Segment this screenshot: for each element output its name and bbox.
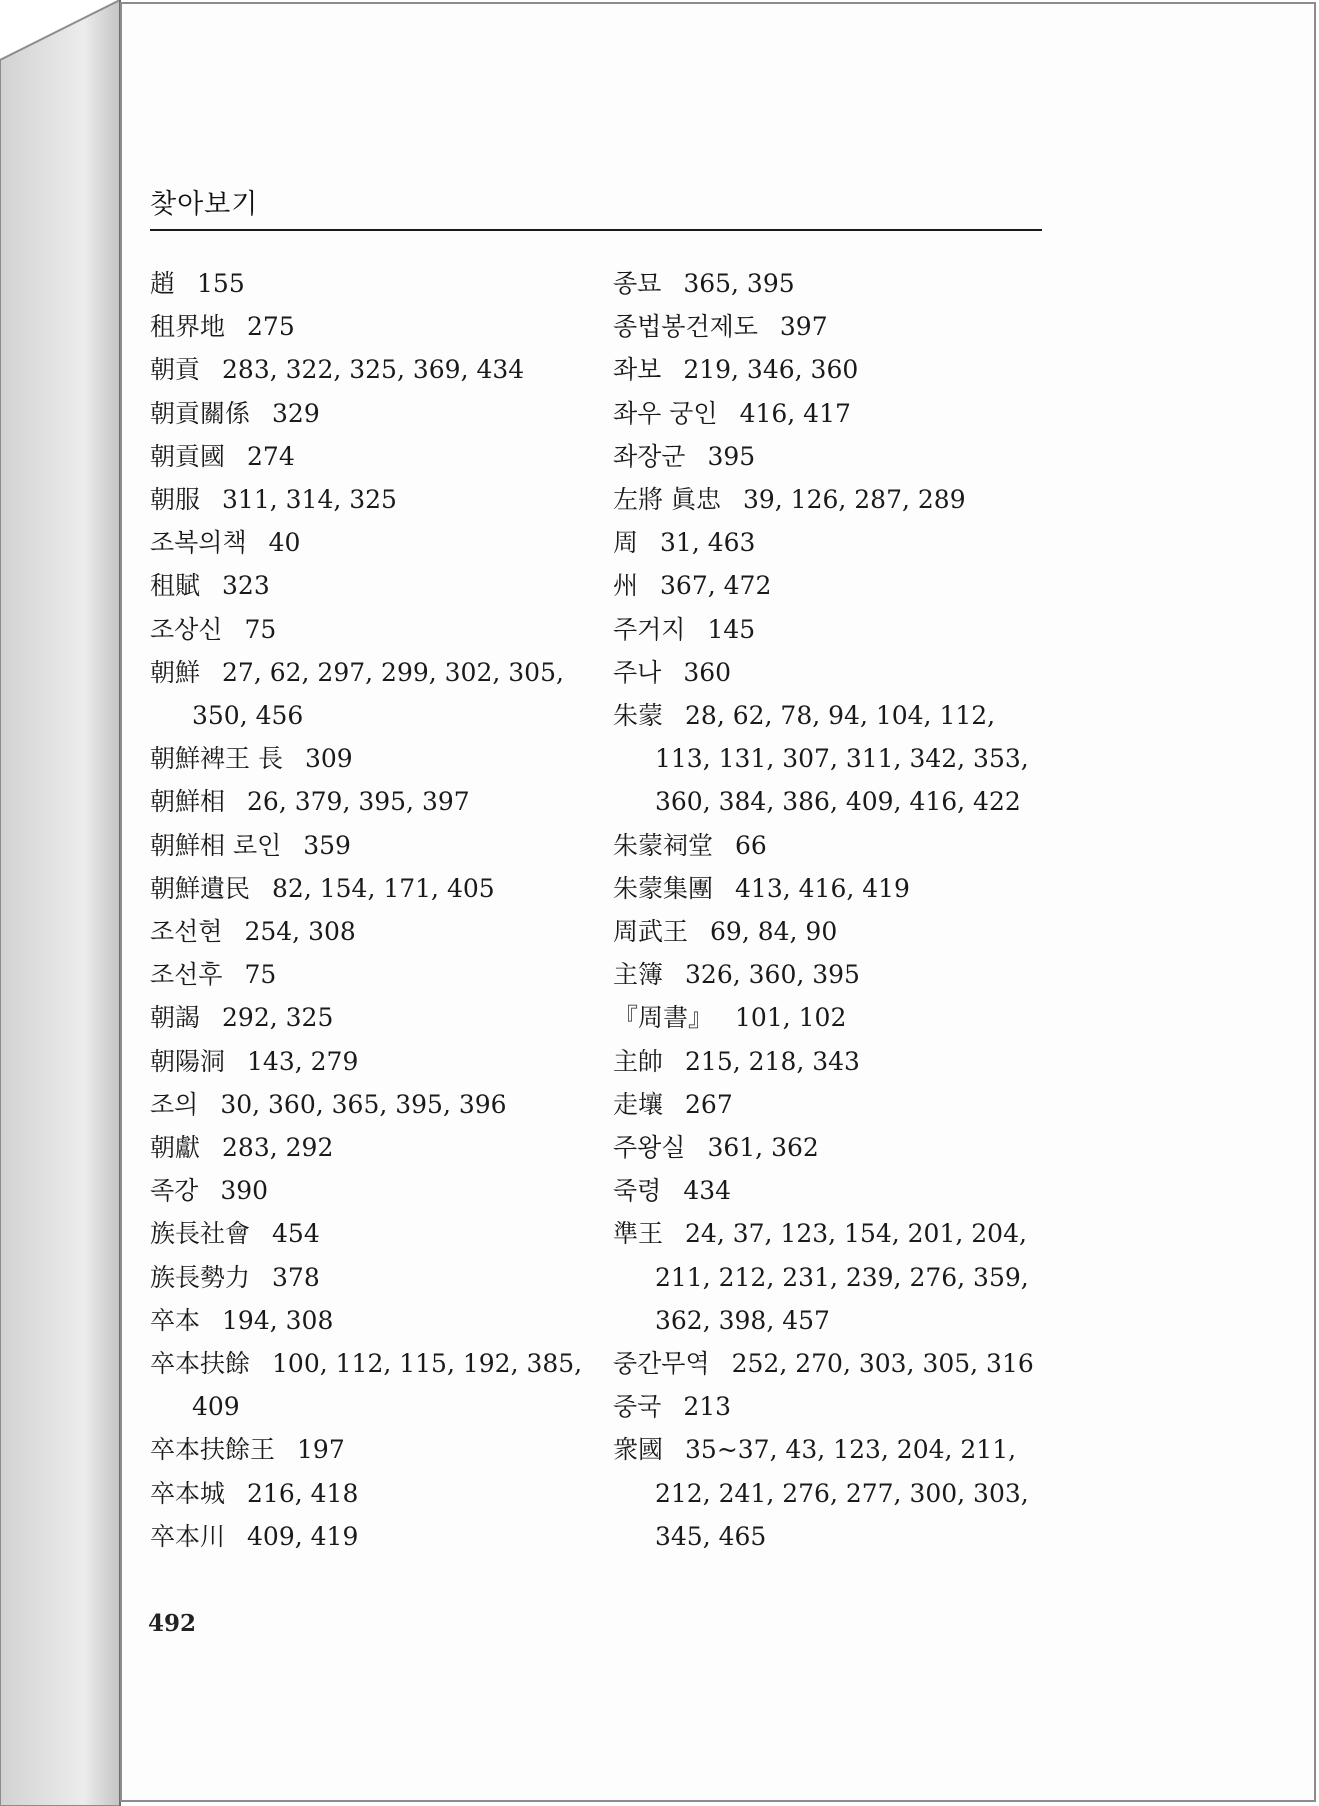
index-term: 『周書』 [613,1003,714,1033]
index-entry [150,651,590,737]
index-pages: 252, 270, 303, 305, 316 [731,1349,1034,1379]
index-pages: 275 [247,312,295,342]
index-entry [613,435,1053,478]
index-pages: 311, 314, 325 [222,485,397,515]
index-entry [150,392,590,435]
index-term: 卒本 [150,1305,201,1335]
index-pages: 30, 360, 365, 395, 396 [220,1089,507,1119]
index-entry [613,996,1053,1039]
index-pages: 416, 417 [739,398,851,428]
index-term: 卒本城 [150,1478,226,1508]
index-pages: 267 [685,1089,733,1119]
index-term: 卒本扶餘 [150,1349,251,1379]
index-term: 衆國 [613,1435,664,1465]
index-term: 州 [613,571,639,601]
index-term: 주나 [613,657,662,687]
index-term: 卒本扶餘王 [150,1435,276,1465]
index-term: 종법봉건제도 [613,312,758,342]
index-entry [613,1342,1053,1385]
index-entry [150,1169,590,1212]
index-pages: 254, 308 [244,917,356,947]
index-entry [613,348,1053,391]
index-pages: 28, 62, 78, 94, 104, 112, [685,701,996,731]
index-term: 종묘 [613,269,662,298]
index-entry [150,1428,590,1471]
index-pages-continued: 212, 241, 276, 277, 300, 303, [655,1478,1029,1508]
index-pages-continued: 360, 384, 386, 409, 416, 422 [655,787,1021,817]
index-pages: 360 [683,657,732,687]
page-number: 492 [148,1610,197,1637]
index-pages: 100, 112, 115, 192, 385, [272,1349,583,1379]
index-pages: 26, 379, 395, 397 [247,787,470,817]
index-pages: 454 [272,1219,320,1249]
index-entry [613,1040,1053,1083]
index-pages: 274 [247,441,295,471]
index-entry [150,780,590,823]
index-pages: 194, 308 [222,1305,334,1335]
index-pages: 361, 362 [707,1133,819,1163]
index-pages: 309 [304,744,353,774]
index-pages: 329 [272,398,320,428]
index-term: 朱蒙祠堂 [613,830,714,860]
index-pages: 155 [197,269,245,298]
index-term: 朝鮮遺民 [150,873,251,903]
index-entry [613,824,1053,867]
index-entry [150,348,590,391]
index-entry [613,953,1053,996]
index-pages-continued: 362, 398, 457 [655,1305,830,1335]
index-term: 족강 [150,1176,199,1206]
index-term: 조의 [150,1089,199,1119]
index-entry [613,867,1053,910]
index-entry [613,651,1053,694]
index-term: 卒本川 [150,1521,226,1551]
index-pages: 101, 102 [735,1003,847,1033]
index-term: 朱蒙 [613,701,664,731]
index-pages-continued: 409 [192,1392,240,1422]
index-entry [150,1083,590,1126]
index-term: 朝貢國 [150,441,226,471]
index-pages: 326, 360, 395 [685,960,860,990]
index-term: 周 [613,528,639,558]
index-column-left [150,262,590,1558]
index-entry [150,910,590,953]
index-pages: 323 [222,571,270,601]
index-pages: 27, 62, 297, 299, 302, 305, [222,657,564,687]
index-term: 좌보 [613,355,662,385]
index-term: 族長勢力 [150,1262,251,1292]
index-term: 主帥 [613,1046,664,1076]
index-entry [613,910,1053,953]
index-pages: 216, 418 [247,1478,359,1508]
index-column-right [613,262,1053,1558]
index-term: 중간무역 [613,1349,710,1379]
index-term: 중국 [613,1392,662,1422]
header-rule [150,229,1042,231]
index-entry [150,564,590,607]
index-entry [150,867,590,910]
index-term: 朝獻 [150,1133,201,1163]
index-term: 朝陽洞 [150,1046,226,1076]
index-term: 主簿 [613,960,664,990]
index-pages: 145 [707,614,756,644]
index-entry [150,1212,590,1255]
index-pages: 292, 325 [222,1003,334,1033]
index-term: 租賦 [150,571,201,601]
index-term: 조복의책 [150,528,247,558]
index-entry [150,435,590,478]
index-entry [613,392,1053,435]
index-pages: 367, 472 [660,571,772,601]
index-term: 조선후 [150,960,223,990]
index-pages: 213 [683,1392,732,1422]
index-term: 朝鮮相 [150,787,226,817]
index-pages: 395 [707,441,756,471]
index-pages: 143, 279 [247,1046,359,1076]
index-entry [150,953,590,996]
index-pages-continued: 345, 465 [655,1521,767,1551]
index-entry [613,1126,1053,1169]
index-entry [150,824,590,867]
index-pages: 409, 419 [247,1521,359,1551]
index-entry [150,1515,590,1558]
index-entry [613,694,1053,824]
index-term: 朝謁 [150,1003,201,1033]
index-entry [150,521,590,564]
index-entry [150,737,590,780]
index-entry [150,1342,590,1428]
index-entry [150,608,590,651]
running-header-title: 찾아보기 [150,189,259,220]
index-entry [613,1169,1053,1212]
index-pages: 69, 84, 90 [710,917,838,947]
index-pages: 365, 395 [683,269,795,298]
index-term: 周武王 [613,917,689,947]
index-pages: 215, 218, 343 [685,1046,860,1076]
index-entry [613,1385,1053,1428]
index-entry [150,1040,590,1083]
index-term: 죽령 [613,1176,662,1206]
index-entry [613,564,1053,607]
index-pages: 66 [735,830,767,860]
index-pages: 219, 346, 360 [683,355,859,385]
index-entry [150,262,590,305]
index-entry [150,1299,590,1342]
index-term: 좌우 궁인 [613,398,718,428]
index-entry [613,262,1053,305]
index-pages: 378 [272,1262,320,1292]
index-pages: 39, 126, 287, 289 [742,485,966,515]
index-entry [613,305,1053,348]
index-pages: 413, 416, 419 [735,873,910,903]
index-entry [613,1212,1053,1342]
index-pages: 359 [303,830,351,860]
index-term: 朝貢關係 [150,398,251,428]
index-pages: 283, 322, 325, 369, 434 [222,355,525,385]
index-pages: 75 [244,960,277,990]
index-term: 族長社會 [150,1219,251,1249]
index-pages: 75 [244,614,277,644]
index-pages: 434 [683,1176,732,1206]
index-pages: 31, 463 [660,528,756,558]
index-entry [613,521,1053,564]
index-term: 走壤 [613,1089,664,1119]
index-entry [613,1083,1053,1126]
index-pages: 283, 292 [222,1133,334,1163]
index-pages-continued: 113, 131, 307, 311, 342, 353, [655,744,1029,774]
index-pages: 390 [220,1176,269,1206]
index-term: 조상신 [150,614,223,644]
index-pages: 24, 37, 123, 154, 201, 204, [685,1219,1027,1249]
index-entry [613,608,1053,651]
index-pages: 35~37, 43, 123, 204, 211, [685,1435,1017,1465]
index-entry [150,305,590,348]
index-entry [150,1256,590,1299]
index-pages: 197 [297,1435,345,1465]
index-term: 조선현 [150,917,223,947]
index-term: 朝鮮 [150,657,201,687]
index-term: 租界地 [150,312,226,342]
index-term: 주거지 [613,614,686,644]
index-pages: 397 [779,312,828,342]
index-pages: 40 [268,528,301,558]
index-pages: 82, 154, 171, 405 [272,873,495,903]
index-entry [150,478,590,521]
index-term: 朝鮮相 로인 [150,830,282,860]
index-term: 朝貢 [150,355,201,385]
index-entry [150,996,590,1039]
index-term: 趙 [150,269,176,298]
index-pages-continued: 211, 212, 231, 239, 276, 359, [655,1262,1029,1292]
index-term: 주왕실 [613,1133,686,1163]
index-term: 朱蒙集團 [613,873,714,903]
index-entry [150,1472,590,1515]
index-entry [613,1428,1053,1558]
index-term: 좌장군 [613,441,686,471]
index-term: 朝鮮裨王 長 [150,744,283,774]
index-pages-continued: 350, 456 [192,701,304,731]
index-entry [613,478,1053,521]
index-term: 朝服 [150,485,201,515]
index-entry [150,1126,590,1169]
index-term: 左將 眞忠 [613,485,721,515]
index-term: 準王 [613,1219,664,1249]
